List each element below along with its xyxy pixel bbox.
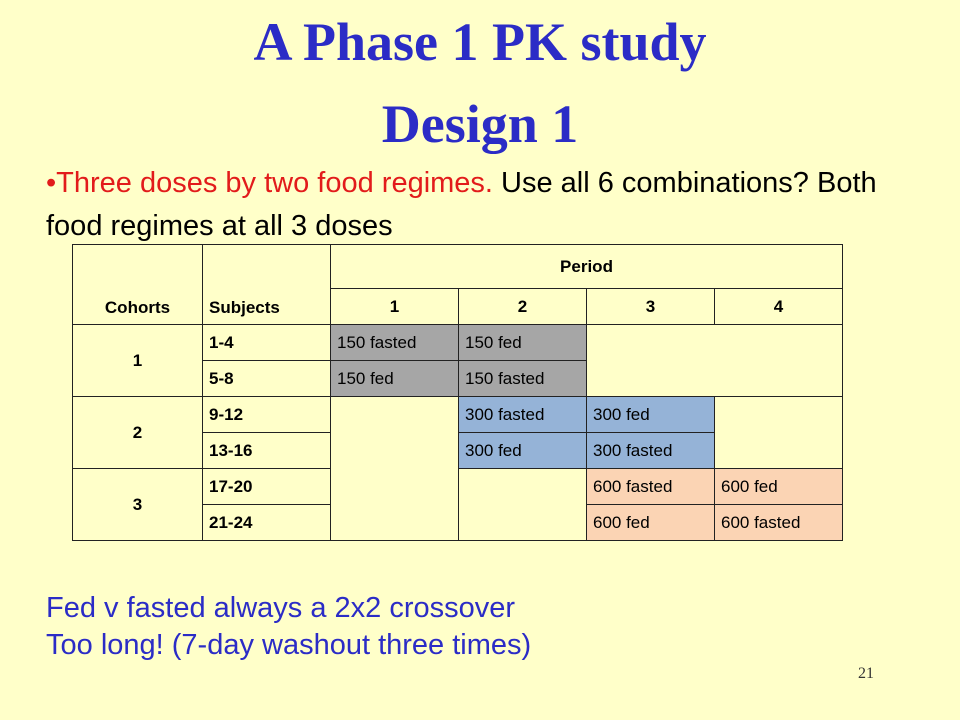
slide-title-line-1: A Phase 1 PK study	[253, 12, 707, 72]
dose-cell: 600 fasted	[587, 469, 715, 505]
dose-cell: 600 fed	[587, 505, 715, 541]
bullet-marker: •	[46, 167, 57, 199]
subjects-cell: 1-4	[203, 325, 331, 361]
footer-notes	[46, 590, 531, 664]
dose-cell: 300 fasted	[587, 433, 715, 469]
header-subjects: Subjects	[203, 245, 331, 325]
period-1-header: 1	[331, 289, 459, 325]
empty-cell	[715, 397, 843, 469]
header-cohorts: Cohorts	[73, 245, 203, 325]
page-number: 21	[858, 665, 874, 682]
dose-cell: 150 fasted	[459, 361, 587, 397]
dose-cell: 300 fasted	[459, 397, 587, 433]
empty-cell	[459, 469, 587, 541]
table-row	[73, 325, 843, 361]
slide-title-line-2: Design 1	[381, 94, 579, 154]
dose-cell: 150 fed	[331, 361, 459, 397]
dose-cell: 300 fed	[459, 433, 587, 469]
footer-line-2: Too long! (7-day washout three times)	[46, 629, 532, 661]
subjects-cell: 9-12	[203, 397, 331, 433]
subjects-cell: 5-8	[203, 361, 331, 397]
period-2-header: 2	[459, 289, 587, 325]
dose-cell: 300 fed	[587, 397, 715, 433]
empty-cell	[331, 397, 459, 541]
period-3-header: 3	[587, 289, 715, 325]
cohort-label: 3	[73, 469, 203, 541]
table-row	[73, 397, 843, 433]
dose-cell: 600 fasted	[715, 505, 843, 541]
subjects-cell: 21-24	[203, 505, 331, 541]
bullet-black-text: Use all 6 combinations? Both food regimes at all 3 doses	[46, 167, 877, 242]
footer-line-1: Fed v fasted always a 2x2 crossover	[46, 592, 516, 624]
subjects-cell: 13-16	[203, 433, 331, 469]
cohort-label: 2	[73, 397, 203, 469]
dose-cell: 600 fed	[715, 469, 843, 505]
subjects-cell: 17-20	[203, 469, 331, 505]
cohort-label: 1	[73, 325, 203, 397]
bullet-red-text: Three doses by two food regimes.	[56, 167, 493, 199]
bullet-point	[46, 162, 926, 248]
period-4-header: 4	[715, 289, 843, 325]
study-design-table	[72, 244, 843, 541]
dose-cell: 150 fed	[459, 325, 587, 361]
header-period: Period	[331, 245, 843, 289]
dose-cell: 150 fasted	[331, 325, 459, 361]
empty-cell	[587, 325, 843, 397]
